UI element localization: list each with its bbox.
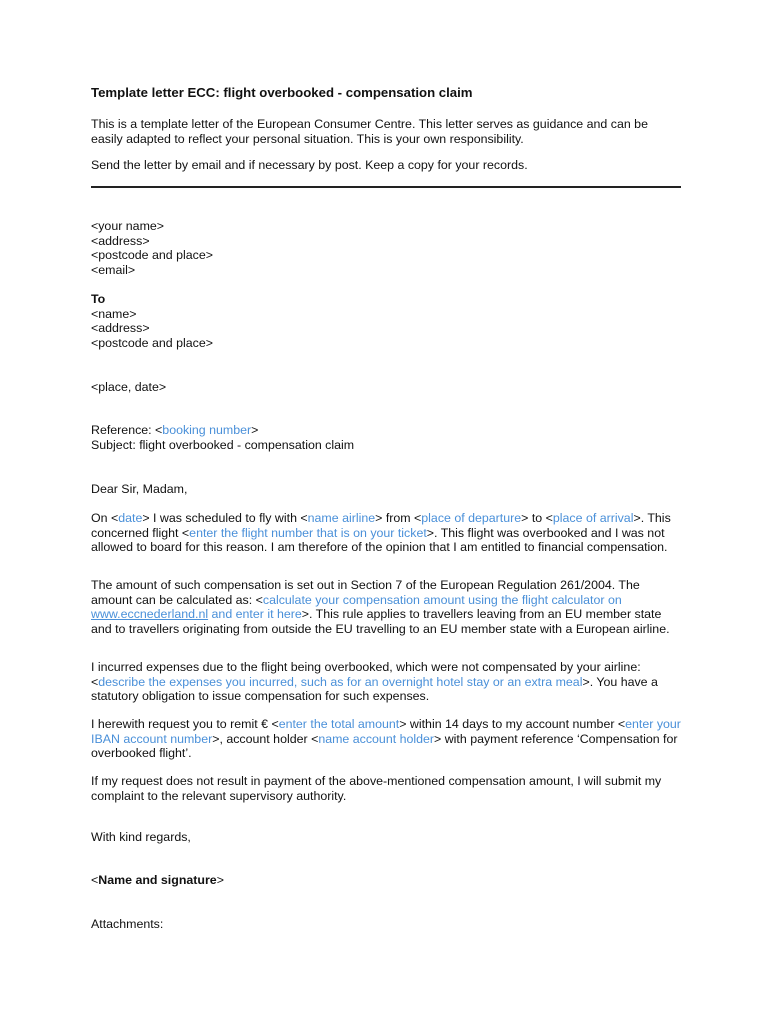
flight-number-placeholder: enter the flight number that is on your ticket xyxy=(189,525,427,540)
send-note: Send the letter by email and if necessary by post. Keep a copy for your records. xyxy=(91,158,528,172)
document-title: Template letter ECC: flight overbooked - compensation claim xyxy=(91,85,473,100)
p1-text-6: >. This flight was overbooked and I was not allowed to board for this reason. I am therefore of the opinion that I am entitled to financial compensation. xyxy=(91,525,668,555)
salutation: Dear Sir, Madam, xyxy=(91,482,188,496)
date-placeholder: date xyxy=(118,511,143,525)
reference-line xyxy=(91,423,683,438)
p4-text-2: > within 14 days to my account number < xyxy=(399,717,626,731)
total-amount-placeholder: enter the total amount xyxy=(278,717,400,731)
p2-text-2: >. This rule applies to travellers leaving from an EU member state and to travellers originating from outside the EU travelling to an EU member state with a European airline. xyxy=(91,607,670,636)
p1-text-1: On < xyxy=(91,511,119,525)
recipient-name: <name> xyxy=(91,306,137,321)
p1-text-5: >. This concerned flight < xyxy=(91,511,671,540)
p4-text-1: I herewith request you to remit € < xyxy=(91,717,279,731)
place-date: <place, date> xyxy=(91,380,167,394)
calculate-placeholder: calculate your compensation amount using the flight calculator on xyxy=(262,592,622,607)
sender-email: <email> xyxy=(91,262,136,277)
closing: With kind regards, xyxy=(91,830,191,844)
sender-block xyxy=(91,219,683,277)
iban-placeholder: enter your IBAN account number xyxy=(91,717,681,746)
ecc-website-link[interactable]: www.eccnederland.nl xyxy=(91,607,209,622)
sender-postcode: <postcode and place> xyxy=(91,248,213,263)
recipient-postcode: <postcode and place> xyxy=(91,335,213,350)
departure-placeholder: place of departure xyxy=(421,511,522,525)
p4-text-3: >, account holder < xyxy=(212,731,319,746)
intro-text: This is a template letter of the European Consumer Centre. This letter serves as guidance and can be easily adapted to reflect your personal situation. This is your own responsibility. xyxy=(91,117,648,146)
p1-text-3: > from < xyxy=(375,511,422,525)
paragraph-complaint: If my request does not result in payment of the above-mentioned compensation amount, I will submit my complaint to the relevant supervisory authority. xyxy=(91,774,662,803)
signature-label: Name and signature xyxy=(98,873,217,887)
subject-line: Subject: flight overbooked - compensation claim xyxy=(91,438,355,452)
p4-text-4: > with payment reference ‘Compensation for overbooked flight’. xyxy=(91,731,678,761)
recipient-address: <address> xyxy=(91,321,150,336)
booking-number-placeholder: booking number xyxy=(162,423,252,437)
reference-label: Reference: < xyxy=(91,423,163,437)
signature-close: > xyxy=(216,873,224,887)
p1-text-4: > to < xyxy=(521,511,553,525)
p3-text-2: >. You have a statutory obligation to issue compensation for such expenses. xyxy=(91,674,658,704)
p2-text-1: The amount of such compensation is set out in Section 7 of the European Regulation 261/2004. The amount can be calculated as: < xyxy=(91,578,640,607)
paragraph-expenses xyxy=(91,660,683,704)
airline-placeholder: name airline xyxy=(307,511,376,525)
enter-amount-placeholder: and enter it here xyxy=(208,607,302,622)
p3-text-1: I incurred expenses due to the flight being overbooked, which were not compensated by your airline: < xyxy=(91,660,641,689)
signature-line xyxy=(91,873,683,888)
expenses-placeholder: describe the expenses you incurred, such as for an overnight hotel stay or an extra meal xyxy=(98,674,583,689)
account-holder-placeholder: name account holder xyxy=(318,731,435,746)
paragraph-compensation-amount xyxy=(91,578,683,636)
signature-open: < xyxy=(91,873,99,887)
recipient-block xyxy=(91,292,683,350)
sender-name: <your name> xyxy=(91,219,165,233)
p1-text-2: > I was scheduled to fly with < xyxy=(142,511,308,525)
arrival-placeholder: place of arrival xyxy=(552,511,634,525)
sender-address: <address> xyxy=(91,233,150,248)
reference-close: > xyxy=(251,423,259,437)
paragraph-flight-details xyxy=(91,511,683,555)
recipient-to-label: To xyxy=(91,292,106,306)
divider-line xyxy=(91,186,681,188)
paragraph-payment-request xyxy=(91,717,683,761)
attachments-label: Attachments: xyxy=(91,917,164,931)
